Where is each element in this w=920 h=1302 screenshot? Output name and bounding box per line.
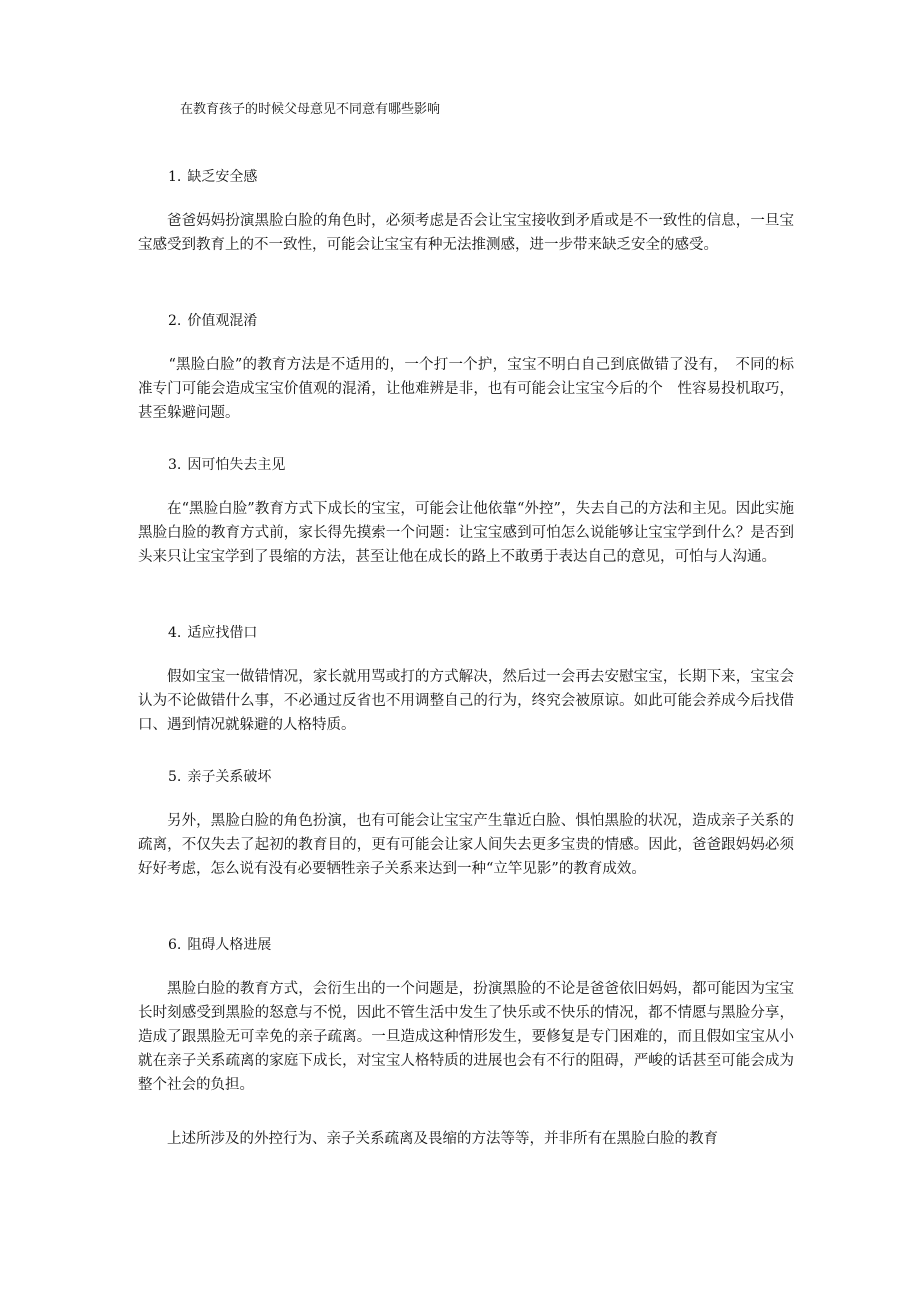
section-number: 6. (168, 937, 182, 953)
section-heading-3 (168, 455, 285, 475)
section-title: 亲子关系破坏 (187, 769, 272, 785)
section-number: 3. (168, 457, 182, 473)
document-title: 在教育孩子的时候父母意见不同意有哪些影响 (180, 102, 441, 117)
section-heading-4 (168, 623, 257, 643)
section-title: 缺乏安全感 (187, 169, 258, 185)
section-paragraph-5: 另外，黑脸白脸的角色扮演，也有可能会让宝宝产生靠近白脸、惧怕黑脸的状况，造成亲子关系的疏离，不仅失去了起初的教育目的，更有可能会让家人间失去更多宝贵的情感。因此，爸爸跟妈妈必须好好考虑，怎么说有没有必要牺牲亲子关系来达到一种“立竿见影”的教育成效。 (138, 813, 794, 877)
section-title: 适应找借口 (187, 625, 258, 641)
section-title: 因可怕失去主见 (187, 457, 286, 473)
section-paragraph-3: 在“黑脸白脸”教育方式下成长的宝宝，可能会让他依靠“外控”，失去自己的方法和主见。因此实施黑脸白脸的教育方式前，家长得先摸索一个问题：让宝宝感到可怕怎么说能够让宝宝学到什么？是否到头来只让宝宝学到了畏缩的方法，甚至让他在成长的路上不敢勇于表达自己的意见，可怕与人沟通。 (138, 501, 794, 565)
section-number: 1. (168, 169, 182, 185)
section-paragraph-6: 黑脸白脸的教育方式，会衍生出的一个问题是，扮演黑脸的不论是爸爸依旧妈妈，都可能因为宝宝长时刻感受到黑脸的怒意与不悦，因此不管生活中发生了快乐或不快乐的情况，都不情愿与黑脸分享，造成了跟黑脸无可幸免的亲子疏离。一旦造成这种情形发生，要修复是专门困难的，而且假如宝宝从小就在亲子关系疏离的家庭下成长，对宝宝人格特质的进展也会有不行的阻碍，严峻的话甚至可能会成为整个社会的负担。 (138, 981, 794, 1093)
section-heading-1 (168, 167, 257, 187)
section-title: 阻碍人格进展 (187, 937, 272, 953)
section-heading-6 (168, 935, 271, 955)
section-number: 4. (168, 625, 182, 641)
section-paragraph-1: 爸爸妈妈扮演黑脸白脸的角色时，必须考虑是否会让宝宝接收到矛盾或是不一致性的信息，一旦宝宝感受到教育上的不一致性，可能会让宝宝有种无法推测感，进一步带来缺乏安全的感受。 (138, 213, 794, 253)
section-heading-2 (168, 311, 257, 331)
section-paragraph-4: 假如宝宝一做错情况，家长就用骂或打的方式解决，然后过一会再去安慰宝宝，长期下来，宝宝会认为不论做错什么事，不必通过反省也不用调整自己的行为，终究会被原谅。如此可能会养成今后找借口、遇到情况就躲避的人格特质。 (138, 669, 794, 733)
section-number: 5. (168, 769, 182, 785)
section-title: 价值观混淆 (187, 313, 258, 329)
section-number: 2. (168, 313, 182, 329)
closing-paragraph: 上述所涉及的外控行为、亲子关系疏离及畏缩的方法等等，并非所有在黑脸白脸的教育 (167, 1131, 718, 1147)
section-paragraph-2: “黑脸白脸”的教育方法是不适用的，一个打一个护，宝宝不明白自己到底做错了没有， 不同的标准专门可能会造成宝宝价值观的混淆，让他难辨是非，也有可能会让宝宝今后的个 性容易投机取巧，甚至躲避问题。 (138, 357, 794, 421)
section-heading-5 (168, 767, 271, 787)
